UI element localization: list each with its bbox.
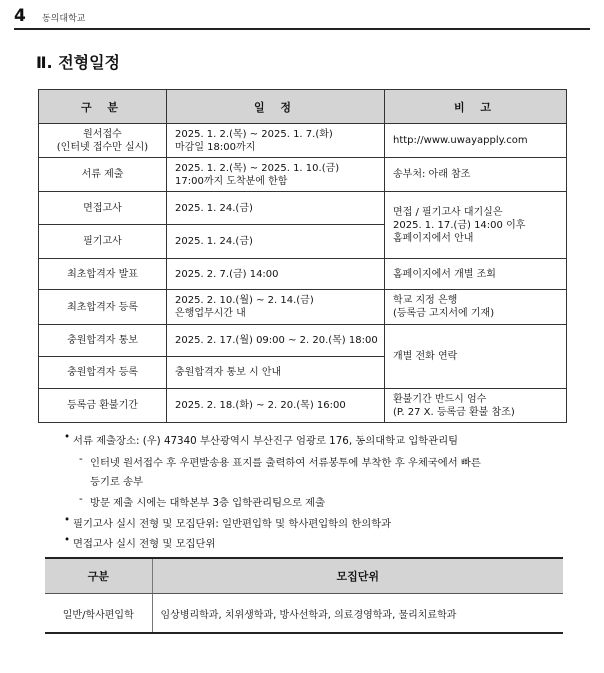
row-schedule bbox=[167, 389, 385, 423]
note-text: 인터넷 원서접수 후 우편발송용 표지를 출력하여 서류봉투에 부착한 후 우체국에서 빠른 bbox=[90, 457, 481, 469]
page-number: 4 bbox=[14, 6, 26, 26]
remarks-text: 홈페이지에서 안내 bbox=[393, 232, 474, 244]
row-remarks bbox=[385, 389, 567, 423]
school-name: 동의대학교 bbox=[42, 14, 86, 24]
category-text: 필기고사 bbox=[83, 236, 122, 247]
table-row bbox=[39, 290, 567, 325]
category-text: 원서접수 bbox=[83, 128, 122, 140]
note-text: 면접고사 실시 전형 및 모집단위 bbox=[73, 538, 216, 550]
table-row bbox=[39, 259, 567, 290]
bullet-mark: • bbox=[64, 431, 71, 443]
category-subtext: (인터넷 접수만 실시) bbox=[56, 141, 149, 153]
remarks-text: http://www.uwayapply.com bbox=[393, 135, 528, 146]
row-category bbox=[39, 259, 167, 290]
category-text: 충원합격자 통보 bbox=[67, 335, 138, 346]
remarks-text: (등록금 고지서에 기재) bbox=[393, 308, 495, 319]
schedule-text: 충원합격자 통보 시 안내 bbox=[175, 367, 282, 378]
category-text: 최초합격자 발표 bbox=[67, 268, 138, 280]
bullet-mark: • bbox=[64, 514, 71, 526]
row-schedule bbox=[167, 158, 385, 192]
schedule-text: 2025. 1. 24.(금) bbox=[175, 236, 253, 247]
column-header-type: 구분 bbox=[45, 558, 152, 594]
table-row bbox=[39, 192, 567, 225]
column-header-category: 구 분 bbox=[39, 90, 167, 124]
admission-type-cell: 일반/학사편입학 bbox=[45, 594, 152, 634]
table-row bbox=[39, 124, 567, 158]
dash-mark: - bbox=[79, 493, 83, 505]
row-schedule bbox=[167, 124, 385, 158]
page-header bbox=[14, 6, 590, 28]
table-row bbox=[39, 158, 567, 192]
schedule-text: 2025. 2. 10.(월) ~ 2. 14.(금) bbox=[175, 295, 314, 306]
schedule-text: 2025. 2. 7.(금) 14:00 bbox=[175, 268, 279, 280]
recruitment-units-table bbox=[45, 557, 563, 634]
section-title: Ⅱ. 전형일정 bbox=[36, 53, 121, 72]
row-category bbox=[39, 389, 167, 423]
table-row bbox=[39, 389, 567, 423]
row-schedule bbox=[167, 290, 385, 325]
category-text: 충원합격자 등록 bbox=[67, 367, 138, 378]
column-header-schedule: 일 정 bbox=[167, 90, 385, 124]
row-schedule bbox=[167, 325, 385, 357]
note-text: 서류 제출장소: (우) 47340 부산광역시 부산진구 엄광로 176, 동의대학교 입학관리팀 bbox=[73, 435, 459, 447]
bullet-mark: • bbox=[64, 534, 71, 546]
remarks-text: 홈페이지에서 개별 조회 bbox=[393, 268, 496, 280]
row-category bbox=[39, 325, 167, 357]
schedule-text: 2025. 1. 2.(목) ~ 2025. 1. 10.(금) bbox=[175, 162, 340, 174]
schedule-subtext: 마감일 18:00까지 bbox=[175, 141, 256, 153]
schedule-text: 2025. 1. 2.(목) ~ 2025. 1. 7.(화) bbox=[175, 128, 333, 140]
schedule-header-row bbox=[39, 90, 567, 124]
note-text: 등기로 송부 bbox=[90, 476, 144, 488]
remarks-text: 개별 전화 연락 bbox=[393, 351, 458, 362]
row-remarks bbox=[385, 124, 567, 158]
row-remarks bbox=[385, 290, 567, 325]
recruitment-units-cell: 임상병리학과, 치위생학과, 방사선학과, 의료경영학과, 물리치료학과 bbox=[152, 594, 563, 634]
row-schedule bbox=[167, 357, 385, 389]
row-schedule bbox=[167, 225, 385, 259]
schedule-subtext: 은행업무시간 내 bbox=[175, 308, 246, 319]
column-header-units: 모집단위 bbox=[152, 558, 563, 594]
row-category bbox=[39, 124, 167, 158]
row-category bbox=[39, 158, 167, 192]
row-schedule bbox=[167, 259, 385, 290]
row-remarks bbox=[385, 259, 567, 290]
note-text: 필기고사 실시 전형 및 모집단위: 일반편입학 및 학사편입학의 한의학과 bbox=[73, 518, 392, 530]
schedule-text: 2025. 1. 24.(금) bbox=[175, 202, 253, 214]
table-row bbox=[45, 594, 563, 634]
remarks-text: 면접 / 필기고사 대기실은 bbox=[393, 206, 503, 218]
schedule-table bbox=[38, 89, 567, 423]
note-text: 방문 제출 시에는 대학본부 3층 입학관리팀으로 제출 bbox=[90, 497, 326, 509]
remarks-text: (P. 27 Ⅹ. 등록금 환불 참조) bbox=[393, 406, 515, 418]
remarks-text: 학교 지정 은행 bbox=[393, 295, 458, 306]
remarks-text: 송부처: 아래 참조 bbox=[393, 169, 471, 180]
row-category bbox=[39, 290, 167, 325]
row-remarks bbox=[385, 325, 567, 389]
row-remarks bbox=[385, 192, 567, 259]
dash-mark: - bbox=[79, 453, 83, 465]
row-schedule bbox=[167, 192, 385, 225]
header-divider bbox=[14, 28, 590, 30]
category-text: 등록금 환불기간 bbox=[67, 400, 138, 411]
remarks-text: 2025. 1. 17.(금) 14:00 이후 bbox=[393, 219, 526, 231]
table-row bbox=[39, 325, 567, 357]
row-remarks bbox=[385, 158, 567, 192]
schedule-text: 2025. 2. 18.(화) ~ 2. 20.(목) 16:00 bbox=[175, 400, 346, 411]
category-text: 서류 제출 bbox=[81, 169, 124, 180]
units-header-row bbox=[45, 558, 563, 594]
row-category bbox=[39, 192, 167, 225]
column-header-remarks: 비 고 bbox=[385, 90, 567, 124]
schedule-text: 2025. 2. 17.(월) 09:00 ~ 2. 20.(목) 18:00 bbox=[175, 335, 378, 346]
row-category bbox=[39, 225, 167, 259]
remarks-text: 환불기간 반드시 엄수 bbox=[393, 393, 487, 405]
category-text: 면접고사 bbox=[83, 202, 122, 214]
row-category bbox=[39, 357, 167, 389]
category-text: 최초합격자 등록 bbox=[67, 301, 138, 313]
schedule-subtext: 17:00까지 도착분에 한함 bbox=[175, 175, 288, 187]
